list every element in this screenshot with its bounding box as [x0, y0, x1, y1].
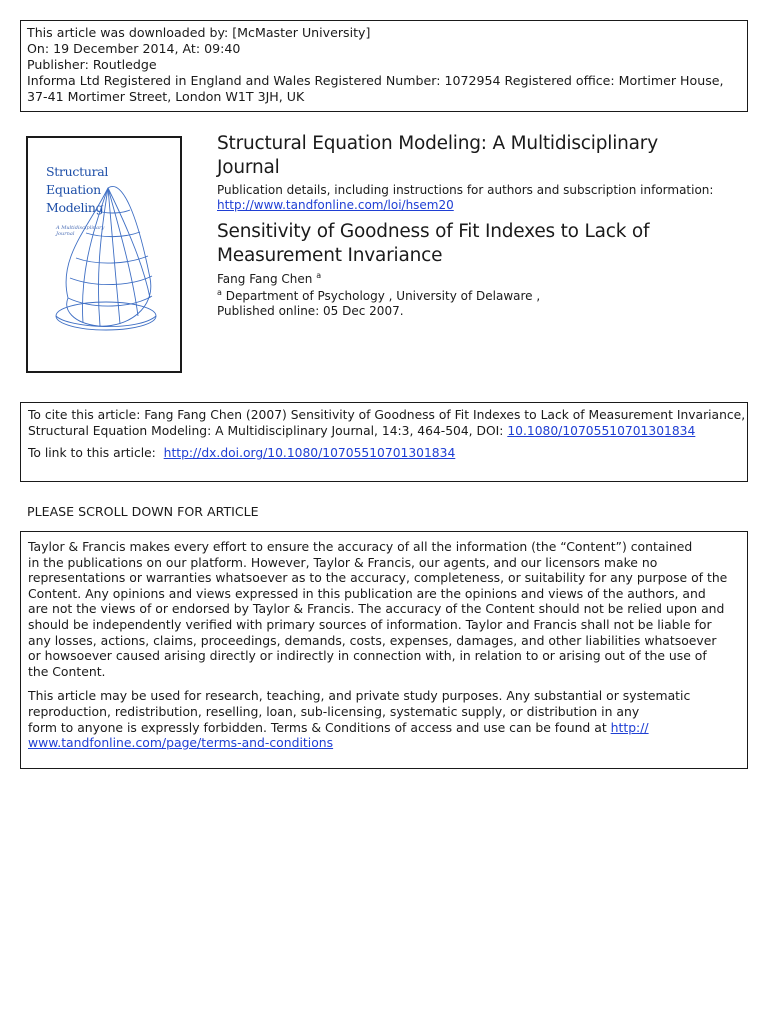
terms-line: reproduction, redistribution, reselling, loan, sub-licensing, systematic supply, or distribution in any: [28, 703, 640, 719]
cover-subtitle-line: A Multidisciplinary: [56, 225, 105, 231]
published-date: Published online: 05 Dec 2007.: [217, 304, 404, 318]
disclaimer-line: representations or warranties whatsoever as to the accuracy, completeness, or suitability for any purpose of the: [28, 570, 728, 586]
journal-title-line: Journal: [217, 157, 280, 178]
disclaimer-line: or howsoever caused arising directly or indirectly in connection with, in relation to or arising out of the use of: [28, 648, 707, 664]
download-line: 37-41 Mortimer Street, London W1T 3JH, UK: [27, 89, 305, 104]
citation-box: [20, 402, 748, 482]
download-line: On: 19 December 2014, At: 09:40: [27, 41, 241, 56]
terms-line-text: form to anyone is expressly forbidden. Terms & Conditions of access and use can be found at: [28, 719, 611, 735]
terms-link-part2[interactable]: www.tandfonline.com/page/terms-and-conditions: [28, 735, 334, 751]
journal-url-link[interactable]: http://www.tandfonline.com/loi/hsem20: [217, 198, 454, 212]
author-name: Fang Fang Chen: [217, 272, 313, 286]
journal-title: [217, 132, 737, 180]
affiliation-text: Department of Psychology , University of Delaware ,: [221, 289, 541, 303]
terms-line: [28, 720, 740, 736]
disclaimer-line: in the publications on our platform. However, Taylor & Francis, our agents, and our licensors make no: [28, 554, 658, 570]
download-line: Publisher: Routledge: [27, 57, 157, 72]
disclaimer-line: Content. Any opinions and views expressed in this publication are the opinions and views of the authors, and: [28, 585, 706, 601]
citation-journal-text: Structural Equation Modeling: A Multidisciplinary Journal, 14:3, 464-504, DOI:: [28, 424, 508, 438]
download-info-box: [20, 20, 748, 112]
article-doi-url-link[interactable]: http://dx.doi.org/10.1080/10705510701301834: [163, 446, 456, 460]
article-title-line: Measurement Invariance: [217, 245, 443, 266]
cover-title-line: Modeling: [46, 200, 104, 215]
doi-link[interactable]: 10.1080/10705510701301834: [507, 424, 696, 438]
download-line: This article was downloaded by: [McMaster University]: [27, 25, 371, 40]
scroll-down-notice: PLEASE SCROLL DOWN FOR ARTICLE: [27, 504, 259, 519]
usage-terms-paragraph: [28, 688, 740, 750]
cover-subtitle-line: Journal: [56, 231, 75, 237]
author-affiliation-marker: a: [316, 271, 322, 280]
disclaimer-line: Taylor & Francis makes every effort to ensure the accuracy of all the information (the “Content”) contained: [28, 539, 693, 554]
article-title: [217, 220, 737, 268]
disclaimer-line: the Content.: [28, 663, 106, 679]
article-title-line: Sensitivity of Goodness of Fit Indexes to Lack of: [217, 221, 650, 242]
publication-details: Publication details, including instructions for authors and subscription information:: [217, 183, 714, 197]
cover-title-line: Structural: [46, 164, 109, 179]
article-link-label: To link to this article:: [28, 446, 164, 460]
citation-line: To cite this article: Fang Fang Chen (2007) Sensitivity of Goodness of Fit Indexes to Lack of Measurement Invariance,: [28, 408, 746, 422]
cover-surface-graphic: [28, 138, 180, 371]
disclaimer-paragraph: [28, 539, 740, 679]
affiliation-line: [217, 289, 737, 304]
terms-link-part1[interactable]: http://: [610, 719, 649, 735]
cover-title-line: Equation: [46, 182, 101, 197]
disclaimer-line: any losses, actions, claims, proceedings, demands, costs, expenses, damages, and other liabilities whatsoever: [28, 632, 717, 648]
article-link-line: [28, 445, 740, 461]
author-line: [217, 272, 737, 287]
terms-line: This article may be used for research, teaching, and private study purposes. Any substantial or systematic: [28, 688, 691, 704]
affiliation-marker: a: [217, 288, 222, 297]
disclaimer-line: are not the views of or endorsed by Taylor & Francis. The accuracy of the Content should not be relied upon and: [28, 601, 725, 617]
download-line: Informa Ltd Registered in England and Wales Registered Number: 1072954 Registered office: Mortimer House,: [27, 73, 724, 88]
article-metadata: [217, 132, 737, 319]
disclaimer-line: should be independently verified with primary sources of information. Taylor and Francis shall not be liable for: [28, 616, 712, 632]
disclaimer-box: [20, 531, 748, 769]
journal-title-line: Structural Equation Modeling: A Multidisciplinary: [217, 133, 658, 154]
citation-line: [28, 423, 740, 439]
terms-line: [28, 735, 740, 751]
journal-cover-image: [26, 136, 182, 373]
